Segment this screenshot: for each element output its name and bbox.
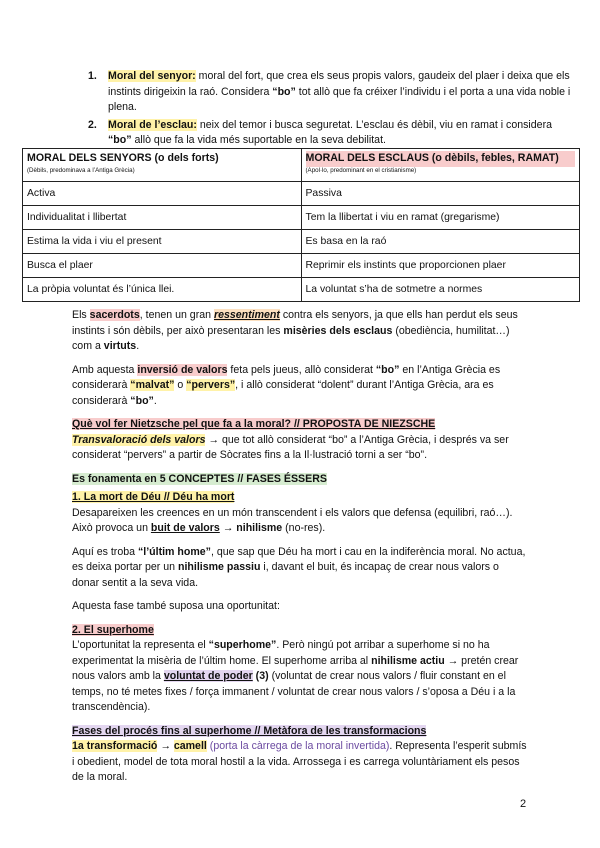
paragraph-transvaluation: Transvaloració dels valors → que tot allò considerat “bo” a l’Antiga Grècia, i després va ser considerat “pervers” a partir de Sòcrates fins a la Il·lustració torni a ser “bo”. xyxy=(72,433,509,461)
subsection-title-superman: 2. El superhome xyxy=(72,623,154,636)
paragraph-superman: L’oportunitat la representa el “superhome”. Però ningú pot arribar a superhome si no ha experimentat la misèria de l’últim home. El superhome arriba al nihilisme actiu → pretén crear nous valors amb la voluntat de poder (3) (voluntat de crear nous valors / fluir constant en el temps, no té metes fixes / força immanent / voluntat de crear nous valors / s’oposa a Déu i a la transcendència). xyxy=(72,639,519,713)
paragraph-death-of-god: Desapareixen les creences en un món transcendent i els valors que defensa (equilibri, raó…). Això provoca un buit de valors → nihilisme (no-res). xyxy=(72,506,513,534)
list-item-master-morality: 1. Moral del senyor: moral del fort, que crea els seus propis valors, gaudeix del plaer i deixa que els instints dirigeixin la raó. Considera “bo” tot allò que fa créixer l’individu i el porta a una vida noble i plena. xyxy=(88,70,571,113)
table-row: La pròpia voluntat és l’única llei. La voluntat s’ha de sotmetre a normes xyxy=(23,278,580,302)
paragraph-opportunity: Aquesta fase també suposa una oportunitat: xyxy=(72,600,280,612)
comparison-table xyxy=(22,148,580,302)
subsection-title-death-of-god: 1. La mort de Déu // Déu ha mort xyxy=(72,491,235,503)
paragraph-camel: 1a transformació → camell (porta la càrrega de la moral invertida). Representa l’esperit submís i obedient, model de tota moral hostil a la vida. Arrossega i es carrega voluntàriament els pesos de la moral. xyxy=(72,740,527,783)
table-row: Individualitat i llibertat Tem la llibertat i viu en ramat (gregarisme) xyxy=(23,206,580,230)
list-number: 2. xyxy=(88,118,97,131)
term-master-morality: Moral del senyor: xyxy=(108,70,196,82)
main-text xyxy=(72,308,528,786)
subsection-title-transformations: Fases del procés fins al superhome // Metàfora de les transformacions xyxy=(72,724,427,737)
table-row: Estima la vida i viu el present Es basa en la raó xyxy=(23,230,580,254)
table-row: Activa Passiva xyxy=(23,182,580,206)
list-item-slave-morality: 2. Moral de l’esclau: neix del temor i busca seguretat. L’esclau és dèbil, viu en ramat i considera “bo” allò que fa la vida més suportable en la seva debilitat. xyxy=(88,118,552,146)
page-number: 2 xyxy=(520,798,527,810)
table-header-row xyxy=(23,149,580,182)
paragraph-last-man: Aquí es troba “l’últim home”, que sap que Déu ha mort i cau en la indiferència moral. No actua, es deixa portar per un nihilisme passiu i, davant el buit, és incapaç de crear nous valors o donar sentit a la seva vida. xyxy=(72,545,526,589)
table-header-slaves: MORAL DELS ESCLAUS (o dèbils, febles, RAMAT) (Apol·lo, predominant en el cristianisme) xyxy=(301,149,580,182)
paragraph-inversion: Amb aquesta inversió de valors feta pels jueus, allò considerat “bo” en l’Antiga Grècia es considerarà “malvat” o “pervers”, i allò considerat “dolent” durant l’Antiga Grècia, ara es considerarà “bo”. xyxy=(72,363,501,407)
table-header-masters: MORAL DELS SENYORS (o dels forts) (Dèbils, predominava a l’Antiga Grècia) xyxy=(23,149,302,182)
term-slave-morality: Moral de l’esclau: xyxy=(108,118,197,131)
section-title-nietzsche: Què vol fer Nietzsche pel que fa a la moral? // PROPOSTA DE NIEZSCHE xyxy=(72,418,436,430)
list-number: 1. xyxy=(88,70,97,82)
paragraph-priests: Els sacerdots, tenen un gran ressentiment contra els senyors, ja que ells han perdut els seus instints i són dèbils, per això presentaran les misèries dels esclaus (obediència, humilitat…) com a virtuts. xyxy=(72,309,518,352)
table-row: Busca el plaer Reprimir els instints que proporcionen plaer xyxy=(23,254,580,278)
section-title-concepts: Es fonamenta en 5 CONCEPTES // FASES ÉSSERS xyxy=(72,472,327,485)
moral-types-list xyxy=(72,69,578,151)
